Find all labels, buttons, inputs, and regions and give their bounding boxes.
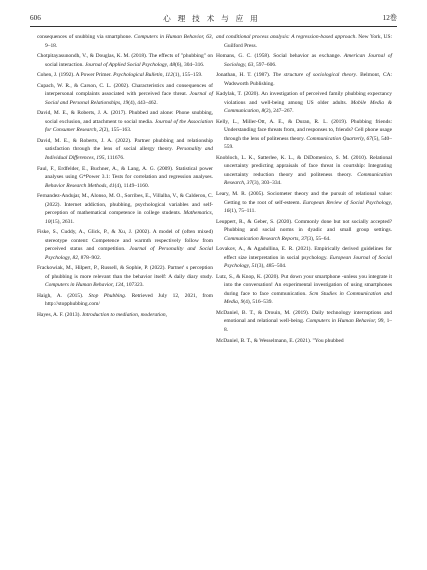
reference-details: (2), 247–267. (264, 108, 294, 115)
reference-source: Journal of Applied Social Psychology, 48 (85, 61, 175, 68)
reference-authors-title: Haigh, A. (2015). (37, 292, 89, 299)
reference-details: (3), 303–334. (252, 180, 282, 187)
reference-entry (216, 118, 392, 152)
reference-details: , 107323. (123, 282, 144, 289)
reference-authors-title: Cohen, J. (1992). A Power Primer. (37, 72, 114, 79)
reference-details: (3), 485–504. (256, 263, 287, 270)
reference-source: Journal of Personality and Social Psychology, 82 (45, 246, 213, 261)
reference-details: . Retrieved July 12, 2021, from http://stopphubbing.com/ (45, 292, 213, 308)
reference-authors-title: McDaniel, B. T., & Drouin, M. (2019). Daily technology interruptions and emotional and relational well-being. (216, 309, 392, 325)
reference-source: Communication Quarterly, 67 (306, 135, 372, 142)
reference-source: The structure of sociological theory (272, 72, 357, 79)
reference-entry (37, 82, 213, 108)
reference-details: (6), 304–316. (174, 61, 205, 68)
reference-details: (3), 55–64. (306, 235, 331, 242)
reference-details: , 1–8. (224, 318, 393, 333)
reference-source: American Journal of Sociology, 63 (224, 53, 392, 68)
reference-details: (1), 155–159. (172, 72, 203, 79)
reference-entry (216, 33, 392, 50)
reference-authors-title: Jonathan, H. T. (1987). (216, 72, 273, 79)
reference-details: (1), 75–111. (229, 208, 256, 215)
header-rule (30, 26, 397, 27)
reference-source: Personality and Individual Differences, 195 (45, 146, 213, 161)
reference-details: (2), 155–163. (101, 127, 132, 134)
reference-entry (37, 137, 213, 163)
reference-authors-title: Fiske, S., Cuddy, A., Glick, P., & Xu, J. (2002). A model of (often mixed) stereotype content: Competence and warmth respectively follow from perceived status and competition. (37, 229, 213, 253)
reference-details: . Belmont, CA: Wadsworth Publishing. (224, 72, 393, 87)
reference-authors-title: Lutz, S., & Knop, K. (2020). Put down your smartphone -unless you integrate it into the conversation! An experimental investigation of using smartphones during face to face communication. (216, 273, 392, 297)
reference-entry (37, 33, 213, 50)
reference-source: Journal of the Association for Consumer Research, 2 (45, 118, 213, 134)
reference-entry (216, 273, 392, 307)
reference-entry (216, 309, 392, 335)
references-left-column (37, 33, 213, 322)
reference-entry (216, 71, 392, 88)
reference-authors-title: Chotpitayasunondh, V., & Douglas, K. M. (2018). The effects of "phubbing" on social interaction. (37, 53, 213, 68)
reference-authors-title: Kadylak, T. (2020). An investigation of perceived family phubbing expectancy violations and well-being among US older adults. (216, 91, 392, 106)
reference-entry (37, 264, 213, 290)
references-right-column (216, 33, 392, 347)
reference-details: (5), 540–559. (224, 135, 392, 151)
reference-authors-title: Lovakov, A., & Agadullina, E. R. (2021). Empirically derived guidelines for effect size interpretation in social psychology. (216, 246, 392, 261)
reference-entry (216, 154, 392, 188)
reference-details: , 878–902. (77, 254, 102, 261)
reference-source: Computers in Human Behavior, 99 (305, 318, 384, 325)
reference-authors-title: Homans, G. C. (1958). Social behavior as exchange. (216, 53, 344, 60)
reference-details: . New York, US: Guilford Press. (224, 34, 392, 49)
reference-entry (37, 192, 213, 226)
reference-source: Journal of Social and Personal Relationships, 19 (45, 91, 213, 106)
reference-entry (37, 109, 213, 135)
reference-entry (216, 245, 392, 271)
reference-source: European Journal of Social Psychology, 51 (224, 254, 392, 270)
reference-authors-title: Leary, M. R. (2005). Sociometer theory and the pursuit of relational value: Getting to the root of self-esteem. (216, 191, 392, 206)
journal-title: 心 理 技 术 与 应 用 (163, 13, 261, 23)
reference-authors-title: Knobloch, L. K., Satterlee, K. L., & DiDomenico, S. M. (2010). Relational uncertainty predicting appraisals of face threat in courtship: Integrating uncertainty reduction theory and politeness theory. (216, 154, 392, 178)
reference-source: Communication Research, 37 (224, 171, 392, 187)
reference-details: (4), 1149–1160. (114, 182, 150, 189)
reference-authors-title: Kelly, L., Miller-Ott, A. E., & Duran, R. L. (2019). Phubbing friends: Understanding face threats from, and responses to, friends? Cell phone usage through the lens of politeness theory. (216, 118, 392, 142)
reference-authors-title: McDaniel, B. T., & Wesselmann, E. (2021). "You phubbed (216, 337, 344, 344)
reference-source: Scm Studies in Communication and Media, 9 (224, 290, 392, 306)
reference-details: (4), 516–539. (243, 299, 273, 306)
reference-authors-title: David, M. E., & Roberts, J. A. (2022). Partner phubbing and relationship satisfaction through the lens of social allergy theory. (37, 137, 213, 153)
reference-source: Computers in Human Behavior, 134 (45, 282, 124, 289)
reference-source: Computers in Human Behavior, 63 (134, 34, 212, 40)
reference-authors-title: Hayes, A. F. (2013). (37, 312, 83, 319)
reference-entry (216, 190, 392, 216)
reference-details: , 111676. (104, 154, 125, 161)
reference-entry (37, 52, 213, 69)
page-number: 606 (30, 14, 41, 22)
reference-details: (4), 443–462. (128, 99, 158, 106)
volume-label: 12卷 (382, 14, 397, 22)
reference-authors-title: Cupach, W. R., & Carson, C. L. (2002). Characteristics and consequences of interpersonal complaints associated with perceived face threat. (37, 82, 213, 98)
reference-entry (37, 165, 213, 191)
reference-authors-title: Fernandez-Andujar, M., Alonso, M. O., Sorribes, E., Villalba, V., & Calderon, C. (2022). Internet addiction, phubbing, psychological variables and self-perception of mathematical competence in college students. (37, 193, 213, 217)
reference-source: Introduction to mediation, moderation, (82, 312, 168, 319)
reference-authors-title: Frackowiak, M., Hilpert, P., Russell, & Sophie, P. (2022). Partner' s perception of phubbing is more relevant than the behavior itself: A daily diary study. (37, 265, 213, 280)
reference-entry (37, 292, 213, 309)
reference-entry (216, 52, 392, 69)
reference-source: Stop Phubbing (88, 292, 125, 299)
reference-source: Communication Research Reports, 37 (224, 235, 307, 242)
reference-authors-title: David, M. E., & Roberts, J. A. (2017). Phubbed and alone: Phone snubbing, social exclusion, and attachment to social media. (37, 110, 213, 125)
reference-entry (37, 71, 213, 80)
reference-details: (15), 2631. (50, 218, 75, 225)
reference-entry (37, 311, 213, 320)
reference-authors-title: consequences of snubbing via smartphone. (37, 34, 134, 40)
reference-source: Behavior Research Methods, 41 (45, 182, 115, 189)
reference-source: and conditional process analysis: A regression-based approach (216, 34, 356, 40)
reference-details: , 597–606. (253, 61, 277, 68)
reference-entry (216, 90, 392, 116)
reference-authors-title: Faul, F., Erdfelder, E., Buchner, A., & Lang, A. G. (2009). Statistical power analyses using G*Power 3.1: Tests for correlation and regression analyses. (37, 165, 213, 181)
reference-authors-title: Leuppert, R., & Geber, S. (2020). Commonly done but not socially accepted? Phubbing and social norms in dyadic and small group settings. (216, 218, 392, 234)
reference-entry (37, 228, 213, 262)
reference-entry (216, 337, 392, 346)
page-header (30, 11, 397, 25)
reference-source: Psychological Bulletin, 112 (113, 72, 173, 79)
reference-source: Mathematics, 10 (45, 210, 213, 225)
reference-entry (216, 218, 392, 244)
reference-source: Mobile Media & Communication, 8 (224, 99, 392, 115)
reference-details: , 9–18. (45, 34, 213, 49)
reference-source: European Review of Social Psychology, 16 (224, 199, 392, 215)
